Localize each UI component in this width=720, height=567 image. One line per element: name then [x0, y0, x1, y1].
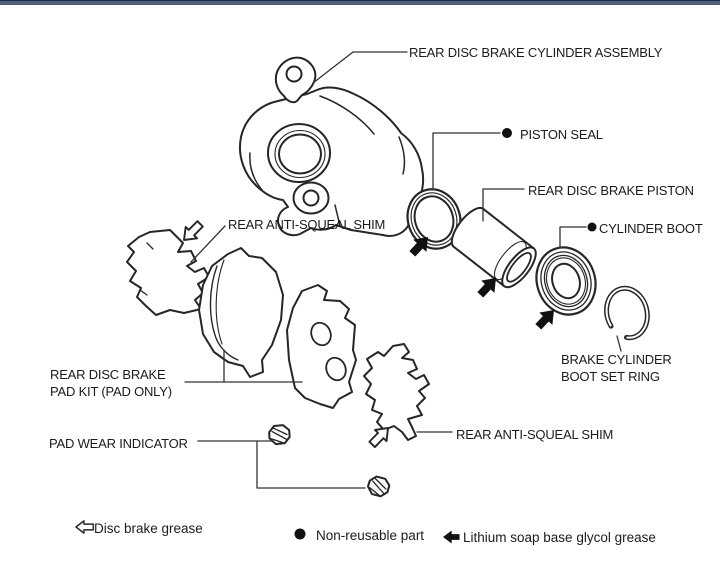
label-piston: REAR DISC BRAKE PISTON	[528, 183, 694, 198]
cylinder-boot-drawing	[528, 240, 604, 323]
brake-pad-inner-drawing	[199, 248, 283, 377]
label-pad-kit	[50, 366, 172, 400]
anti-squeal-shim-bottom-drawing	[364, 344, 429, 440]
disc-brake-grease-legend-icon	[76, 521, 93, 533]
caliper-top-ear-hole	[287, 67, 302, 82]
label-shim-bottom: REAR ANTI-SQUEAL SHIM	[456, 427, 614, 442]
label-wear-indicator: PAD WEAR INDICATOR	[49, 436, 188, 451]
label-shim-top: REAR ANTI-SQUEAL SHIM	[228, 217, 386, 232]
legend-disc-brake-grease: Disc brake grease	[94, 521, 203, 536]
label-boot-set-ring	[561, 351, 672, 385]
label-cylinder-assembly: REAR DISC BRAKE CYLINDER ASSEMBLY	[409, 45, 663, 60]
label-cylinder-boot: CYLINDER BOOT	[599, 221, 703, 236]
label-boot-set-ring-line1: BRAKE CYLINDER	[561, 352, 672, 367]
pad-wear-indicator-clip-1	[267, 423, 291, 446]
non-reusable-bullet-piston-seal	[502, 128, 512, 138]
label-piston-seal: PISTON SEAL	[520, 127, 603, 142]
non-reusable-legend-bullet-icon	[295, 529, 306, 540]
anti-squeal-shim-top-drawing	[127, 230, 209, 315]
brake-pad-outer-drawing	[287, 285, 356, 408]
legend-non-reusable-part: Non-reusable part	[316, 528, 425, 543]
legend-lithium-grease: Lithium soap base glycol grease	[463, 530, 656, 545]
non-reusable-bullet-cylinder-boot	[588, 223, 597, 232]
lithium-grease-legend-icon	[443, 531, 460, 544]
label-pad-kit-line1: REAR DISC BRAKE	[50, 367, 166, 382]
pad-wear-indicator-clip-2	[367, 476, 390, 498]
boot-set-ring-drawing	[601, 284, 653, 343]
caliper-bottom-ear-hole	[304, 191, 319, 206]
label-boot-set-ring-line2: BOOT SET RING	[561, 369, 660, 384]
label-pad-kit-line2: PAD KIT (PAD ONLY)	[50, 384, 172, 399]
caliper-assembly-drawing	[240, 58, 423, 236]
